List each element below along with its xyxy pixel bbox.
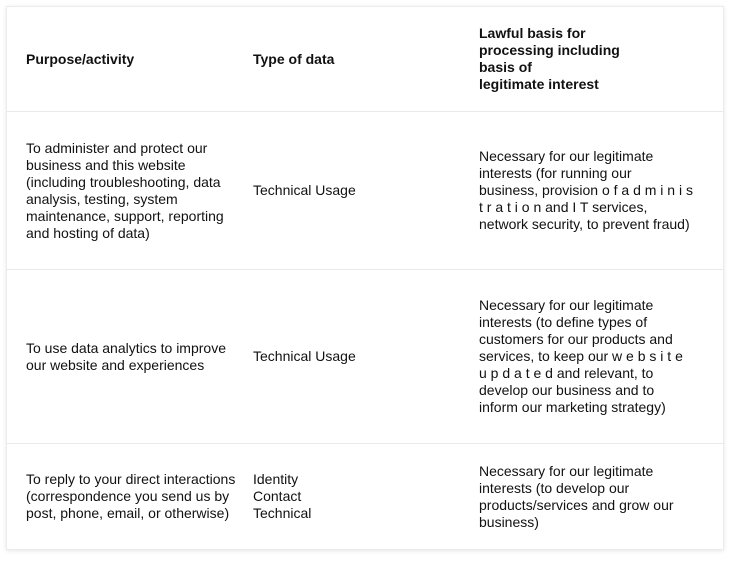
row-type-of-data: Technical Usage bbox=[253, 182, 356, 198]
lawful-basis-table bbox=[6, 6, 724, 550]
row-lawful-basis: Necessary for our legitimate interests (to develop our products/services and grow our business) bbox=[479, 462, 674, 530]
row-purpose: To reply to your direct interactions (correspondence you send us by post, phone, email, or otherwise) bbox=[26, 471, 236, 521]
row-purpose: To use data analytics to improve our website and experiences bbox=[26, 339, 226, 373]
header-lawful-basis: Lawful basis for processing including basis of legitimate interest bbox=[479, 25, 620, 92]
row-lawful-basis: Necessary for our legitimate interests (to define types of customers for our products and services, to keep our w e b s i t e u p d a t e d and relevant, to develop our business and to inform our marketing strategy) bbox=[479, 297, 683, 415]
header-purpose: Purpose/activity bbox=[26, 50, 135, 67]
row-lawful-basis: Necessary for our legitimate interests (for running our business, provision o f a d m i n i s t r a t i o n and I T services, network security, to prevent fraud) bbox=[479, 148, 693, 232]
table-row bbox=[7, 444, 723, 549]
table-header-row bbox=[7, 7, 723, 112]
row-purpose: To administer and protect our business and this website (including troubleshooting, data analysis, testing, system maintenance, support, reporting and hosting of data) bbox=[26, 139, 224, 241]
table-row bbox=[7, 270, 723, 444]
row-type-of-data: Technical Usage bbox=[253, 348, 356, 364]
header-type-of-data: Type of data bbox=[253, 50, 335, 67]
row-type-of-data: Identity Contact Technical bbox=[253, 471, 312, 521]
table-row bbox=[7, 112, 723, 270]
